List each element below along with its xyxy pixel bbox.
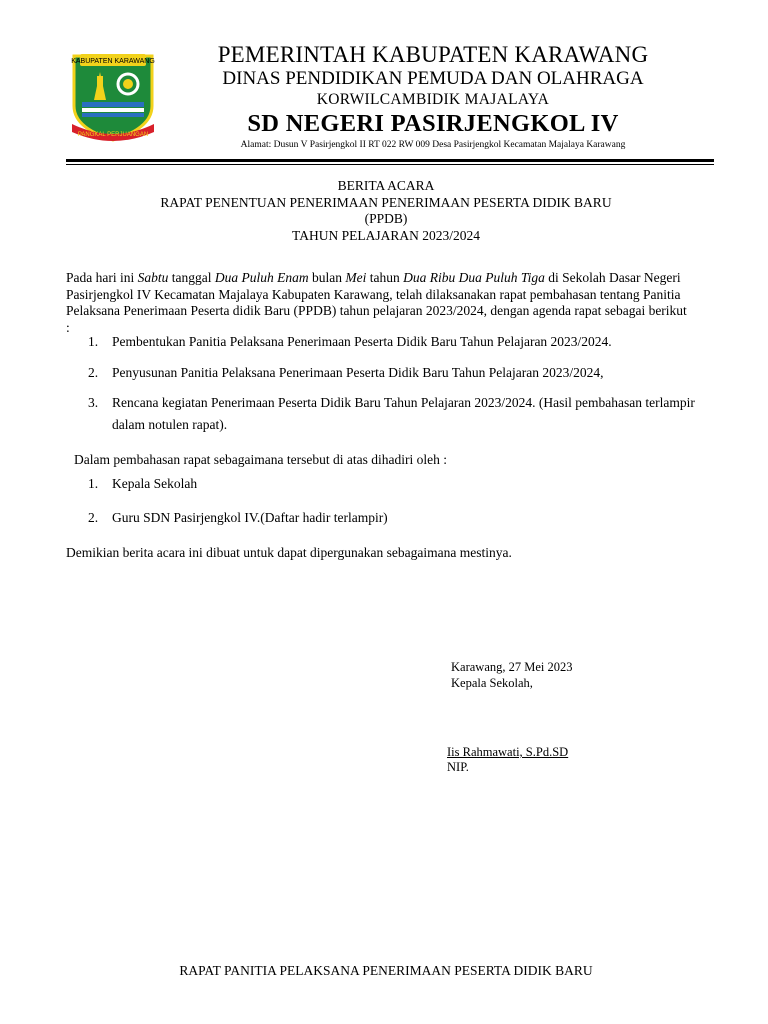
intro-month: Mei	[345, 270, 367, 285]
intro-paragraph	[66, 270, 691, 336]
logo-top-text: KABUPATEN KARAWANG	[71, 58, 155, 65]
attendance-intro: Dalam pembahasan rapat sebagaimana tersebut di atas dihadiri oleh :	[74, 452, 447, 467]
intro-date: Dua Puluh Enam	[214, 270, 309, 285]
title-line-1: BERITA ACARA	[337, 178, 435, 193]
agenda-number: 2.	[88, 365, 99, 380]
title-line-4: TAHUN PELAJARAN 2023/2024	[292, 227, 480, 243]
intro-day: Sabtu	[137, 270, 169, 285]
intro-text-4: tahun	[366, 270, 404, 285]
school-name: SD NEGERI PASIRJENGKOL IV	[247, 110, 619, 137]
attendee-text: Guru SDN Pasirjengkol IV.(Daftar hadir terlampir)	[112, 510, 388, 525]
attendee-number: 2.	[88, 510, 99, 525]
signatory-nip: NIP.	[447, 760, 469, 774]
signature-position: Kepala Sekolah,	[451, 676, 533, 690]
intro-text-2: tanggal	[168, 270, 215, 285]
attendee-number: 1.	[88, 476, 99, 491]
agenda-number: 3.	[88, 395, 99, 410]
header-divider-thick	[66, 159, 714, 162]
unit-name: KORWILCAMBIDIK MAJALAYA	[316, 91, 550, 108]
title-line-3: (PPDB)	[364, 211, 408, 226]
intro-text-3: bulan	[308, 270, 346, 285]
document-title	[66, 178, 706, 244]
attendee-text: Kepala Sekolah	[112, 476, 198, 491]
header-divider-thin	[66, 164, 714, 165]
letterhead	[168, 42, 698, 152]
agenda-text: Pembentukan Panitia Pelaksana Penerimaan Peserta Didik Baru Tahun Pelajaran 2023/2024.	[112, 334, 612, 349]
closing-paragraph: Demikian berita acara ini dibuat untuk dapat dipergunakan sebagaimana mestinya.	[66, 545, 512, 560]
regency-logo	[70, 50, 156, 142]
logo-bottom-text: PANGKAL PERJUANGAN	[77, 132, 149, 138]
signatory-name: Iis Rahmawati, S.Pd.SD	[447, 745, 569, 759]
government-name: PEMERINTAH KABUPATEN KARAWANG	[217, 42, 649, 67]
agenda-text: Penyusunan Panitia Pelaksana Penerimaan Peserta Didik Baru Tahun Pelajaran 2023/2024,	[112, 365, 604, 380]
signature-place-date: Karawang, 27 Mei 2023	[451, 660, 573, 674]
agency-name: DINAS PENDIDIKAN PEMUDA DAN OLAHRAGA	[222, 68, 644, 89]
page-footer: RAPAT PANITIA PELAKSANA PENERIMAAN PESERTA DIDIK BARU	[179, 963, 593, 978]
intro-year: Dua Ribu Dua Puluh Tiga	[403, 270, 545, 285]
title-line-2: RAPAT PENENTUAN PENERIMAAN PENERIMAAN PESERTA DIDIK BARU	[160, 194, 612, 210]
intro-text-5: di Sekolah Dasar Negeri Pasirjengkol IV Kecamatan Majalaya Kabupaten Karawang, telah dilaksanakan rapat pembahasan tentang Panitia Pelaksana Penerimaan Peserta didik Baru (PPDB) tahun pelajaran 2023/2024, dengan agenda rapat sebagai berikut :	[66, 270, 687, 335]
intro-text-1: Pada hari ini	[66, 270, 138, 285]
agenda-text: Rencana kegiatan Penerimaan Peserta Didik Baru Tahun Pelajaran 2023/2024. (Hasil pembahasan terlampir dalam notulen rapat).	[112, 395, 695, 432]
agenda-number: 1.	[88, 334, 99, 349]
school-address: Alamat: Dusun V Pasirjengkol II RT 022 RW 009 Desa Pasirjengkol Kecamatan Majalaya Karawang	[240, 140, 626, 150]
